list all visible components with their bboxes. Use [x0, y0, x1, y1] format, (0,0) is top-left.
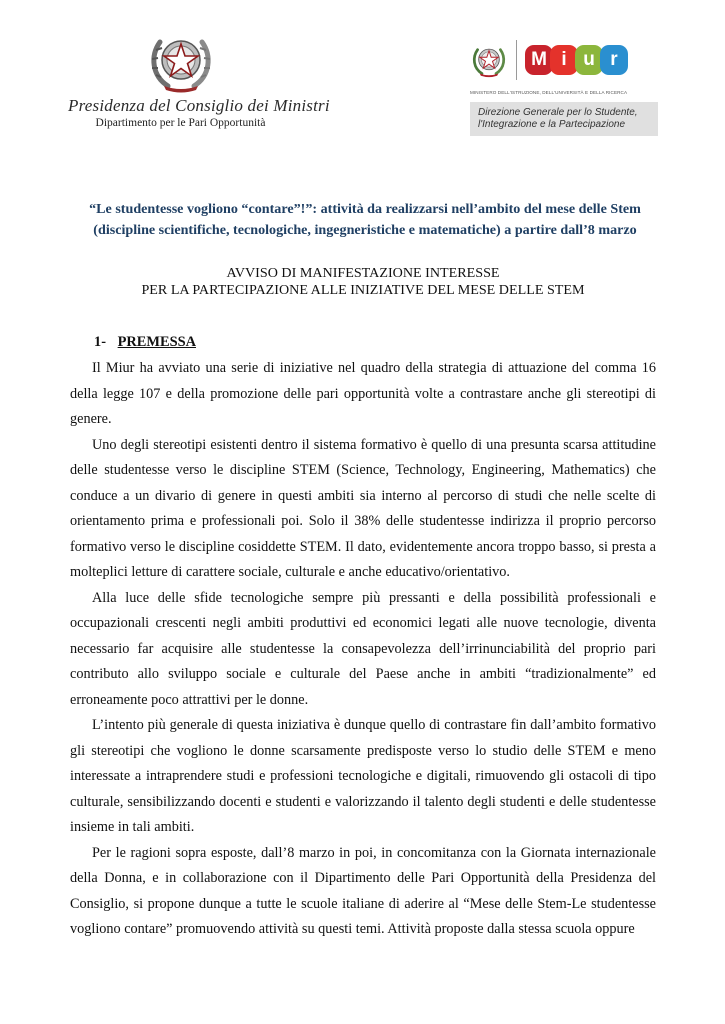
section-heading	[94, 334, 196, 351]
document-title: “Le studentesse vogliono “contare”!”: attività da realizzarsi nell’ambito del mese delle Stem (discipline scientifiche, tecnologiche, ingegneristiche e matematiche) a partire dall’8 marzo	[89, 201, 641, 238]
header-right	[470, 34, 665, 136]
avviso-line-1: AVVISO DI MANIFESTAZIONE INTERESSE	[226, 265, 500, 281]
paragraph: Per le ragioni sopra esposte, dall’8 marzo in poi, in concomitanza con la Giornata internazionale della Donna, e in collaborazione con il Dipartimento delle Pari Opportunità della Presidenza del Consiglio, si propone dunque a tutte le scuole italiane di aderire al “Mese delle Stem-Le studentesse vogliono contare” promuovendo attività su questi temi. Attività proposte dalla stessa scuola oppure	[70, 844, 656, 937]
miur-logo	[525, 45, 625, 75]
ministero-label: MINISTERO DELL'ISTRUZIONE, DELL'UNIVERSITÀ E DELLA RICERCA	[470, 90, 628, 95]
miur-letter-i: i	[550, 45, 578, 75]
avviso-line-2: PER LA PARTECIPAZIONE ALLE INIZIATIVE DEL MESE DELLE STEM	[141, 282, 585, 298]
direzione-line-2: l'Integrazione e la Partecipazione	[478, 119, 626, 130]
paragraph: Il Miur ha avviato una serie di iniziative nel quadro della strategia di attuazione del comma 16 della legge 107 e della promozione delle pari opportunità volte a contrastare anche gli stereotipi di genere.	[70, 360, 656, 427]
section-number: 1-	[94, 334, 106, 350]
paragraph: Alla luce delle sfide tecnologiche sempre più pressanti e della possibilità professionali e occupazionali crescenti negli ambiti produttivi ed economici legati alle nuove tecnologie, diventa necessario far acquisire alle studentesse la consapevolezza dell’irrinunciabilità del proprio pari contributo allo sviluppo sociale e culturale del Paese anche in ambiti “tradizionalmente” ed erroneamente poco attrattivi per le donne.	[70, 589, 656, 708]
direzione-box	[470, 102, 658, 136]
miur-letter-u: u	[575, 45, 603, 75]
miur-letter-m: M	[525, 45, 553, 75]
presidenza-logo-text: Presidenza del Consiglio dei Ministri	[68, 96, 330, 115]
italian-republic-emblem-icon	[146, 28, 216, 94]
avviso-heading	[70, 265, 656, 299]
header-divider	[516, 40, 517, 80]
paragraph: L’intento più generale di questa iniziativa è dunque quello di contrastare fin dall’ambito formativo gli stereotipi che vogliono le donne scarsamente predisposte verso lo studio delle STEM e meno interessate a intraprendere studi e professioni tecnologiche e digitali, rimuovendo gli ostacoli di tipo culturale, sensibilizzando docenti e studenti e valorizzando il talento degli studenti e delle studentesse insieme in tali ambiti.	[70, 717, 656, 835]
italian-republic-emblem-small-icon	[470, 38, 508, 82]
header-left	[68, 28, 330, 129]
direzione-line-1: Direzione Generale per lo Studente,	[478, 107, 638, 118]
miur-letter-r: r	[600, 45, 628, 75]
body-text	[70, 356, 656, 943]
dipartimento-label: Dipartimento per le Pari Opportunità	[95, 117, 266, 129]
paragraph: Uno degli stereotipi esistenti dentro il sistema formativo è quello di una presunta scarsa attitudine delle studentesse verso le discipline STEM (Science, Technology, Engineering, Mathematics) che conduce a un divario di genere in questi ambiti sia interno al percorso di studi che nelle scelte di orientamento prima e professionali poi. Solo il 38% delle studentesse indirizza il proprio percorso formativo verso le discipline cosiddette STEM. Il dato, evidentemente ancora troppo basso, si presta a molteplici letture di carattere sociale, culturale e anche educativo/orientativo.	[70, 436, 656, 580]
section-title: PREMESSA	[117, 334, 196, 350]
